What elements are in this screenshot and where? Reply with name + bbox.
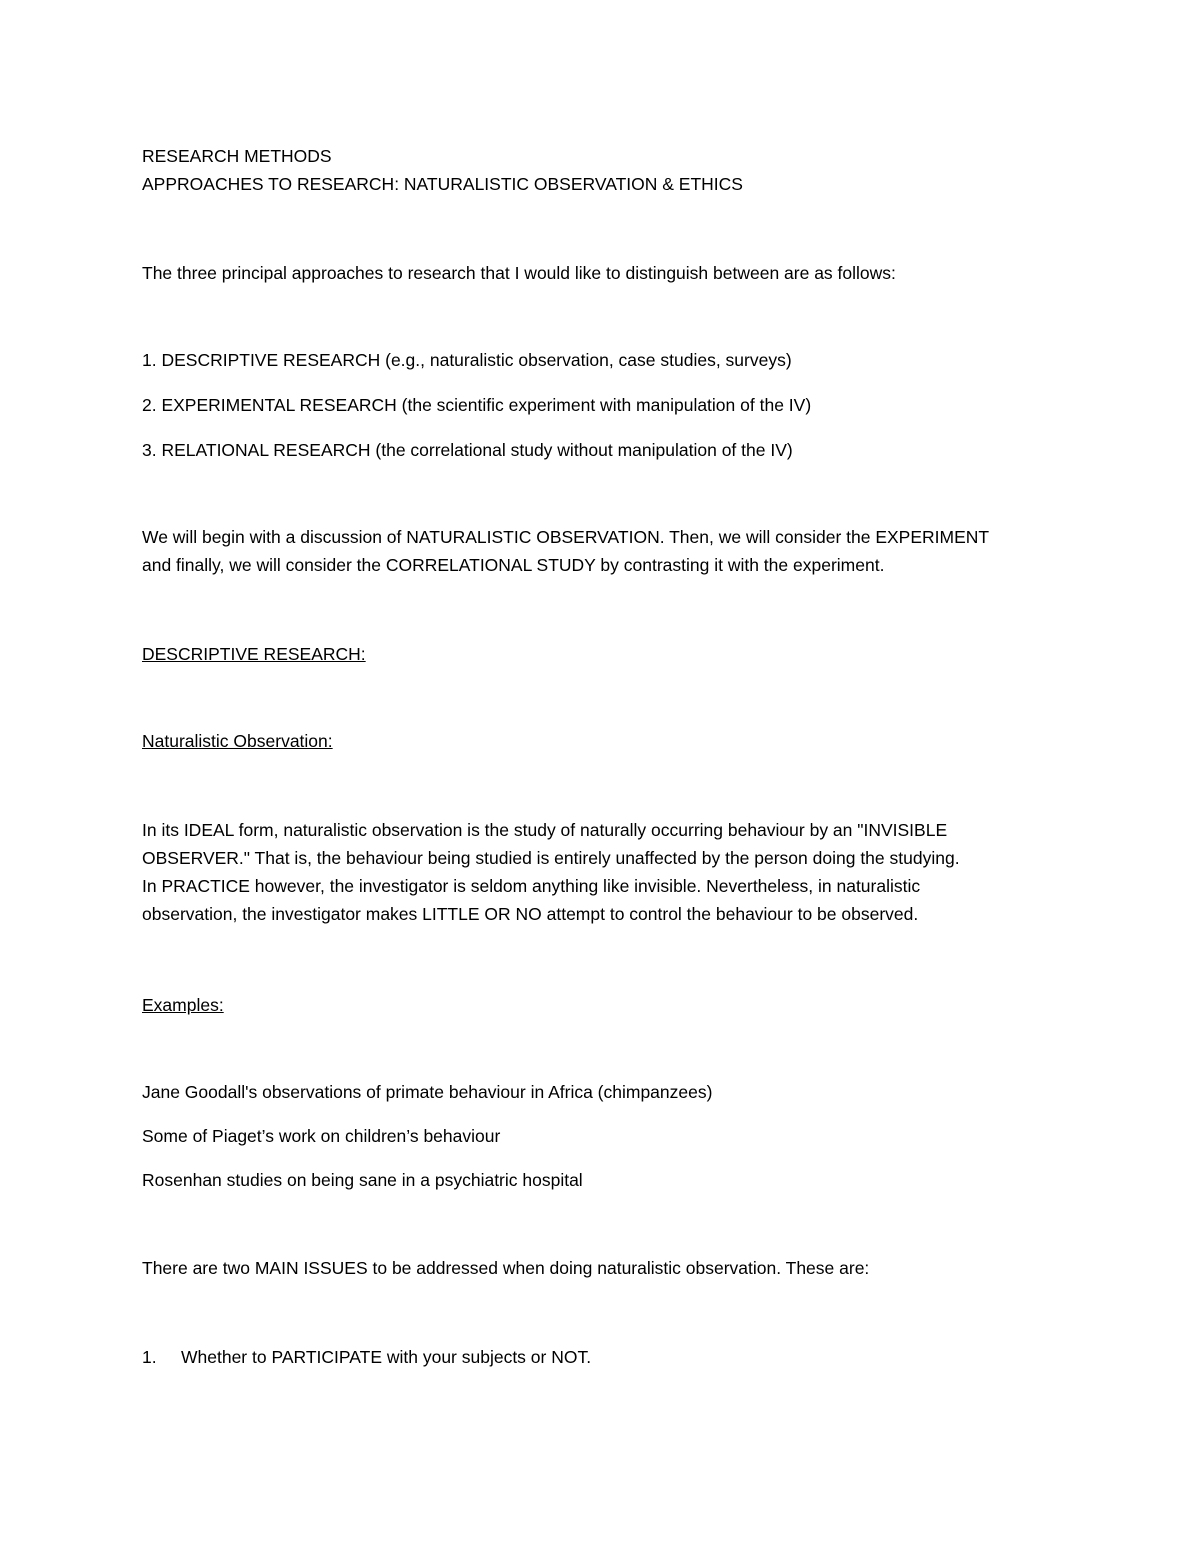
- issue-item: [142, 1343, 591, 1371]
- issues-intro-paragraph: There are two MAIN ISSUES to be addressed when doing naturalistic observation. These are:: [142, 1258, 870, 1278]
- heading-descriptive-research: DESCRIPTIVE RESEARCH:: [142, 644, 366, 664]
- definition-paragraph-line: In its IDEAL form, naturalistic observation is the study of naturally occurring behaviour by an "INVISIBLE: [142, 820, 948, 840]
- definition-paragraph-line: OBSERVER." That is, the behaviour being studied is entirely unaffected by the person doing the studying.: [142, 848, 960, 868]
- approach-item: 1. DESCRIPTIVE RESEARCH (e.g., naturalistic observation, case studies, surveys): [142, 350, 792, 370]
- approach-item: 3. RELATIONAL RESEARCH (the correlational study without manipulation of the IV): [142, 440, 793, 460]
- heading-naturalistic-observation: Naturalistic Observation:: [142, 731, 333, 751]
- plan-paragraph-line: We will begin with a discussion of NATURALISTIC OBSERVATION. Then, we will consider the EXPERIMENT: [142, 527, 990, 547]
- example-item: Jane Goodall's observations of primate behaviour in Africa (chimpanzees): [142, 1082, 713, 1102]
- example-item: Rosenhan studies on being sane in a psychiatric hospital: [142, 1170, 583, 1190]
- intro-paragraph: The three principal approaches to research that I would like to distinguish between are as follows:: [142, 263, 896, 283]
- issue-number: 1.: [142, 1347, 157, 1367]
- plan-paragraph-line: and finally, we will consider the CORRELATIONAL STUDY by contrasting it with the experiment.: [142, 555, 885, 575]
- definition-paragraph-line: In PRACTICE however, the investigator is seldom anything like invisible. Nevertheless, in naturalistic: [142, 876, 921, 896]
- document-subtitle: APPROACHES TO RESEARCH: NATURALISTIC OBSERVATION & ETHICS: [142, 174, 743, 194]
- document-title: RESEARCH METHODS: [142, 146, 332, 166]
- issue-text: Whether to PARTICIPATE with your subjects or NOT.: [181, 1347, 592, 1367]
- definition-paragraph-line: observation, the investigator makes LITTLE OR NO attempt to control the behaviour to be observed.: [142, 904, 919, 924]
- example-item: Some of Piaget’s work on children’s behaviour: [142, 1126, 501, 1146]
- approach-item: 2. EXPERIMENTAL RESEARCH (the scientific experiment with manipulation of the IV): [142, 395, 812, 415]
- heading-examples: Examples:: [142, 995, 224, 1015]
